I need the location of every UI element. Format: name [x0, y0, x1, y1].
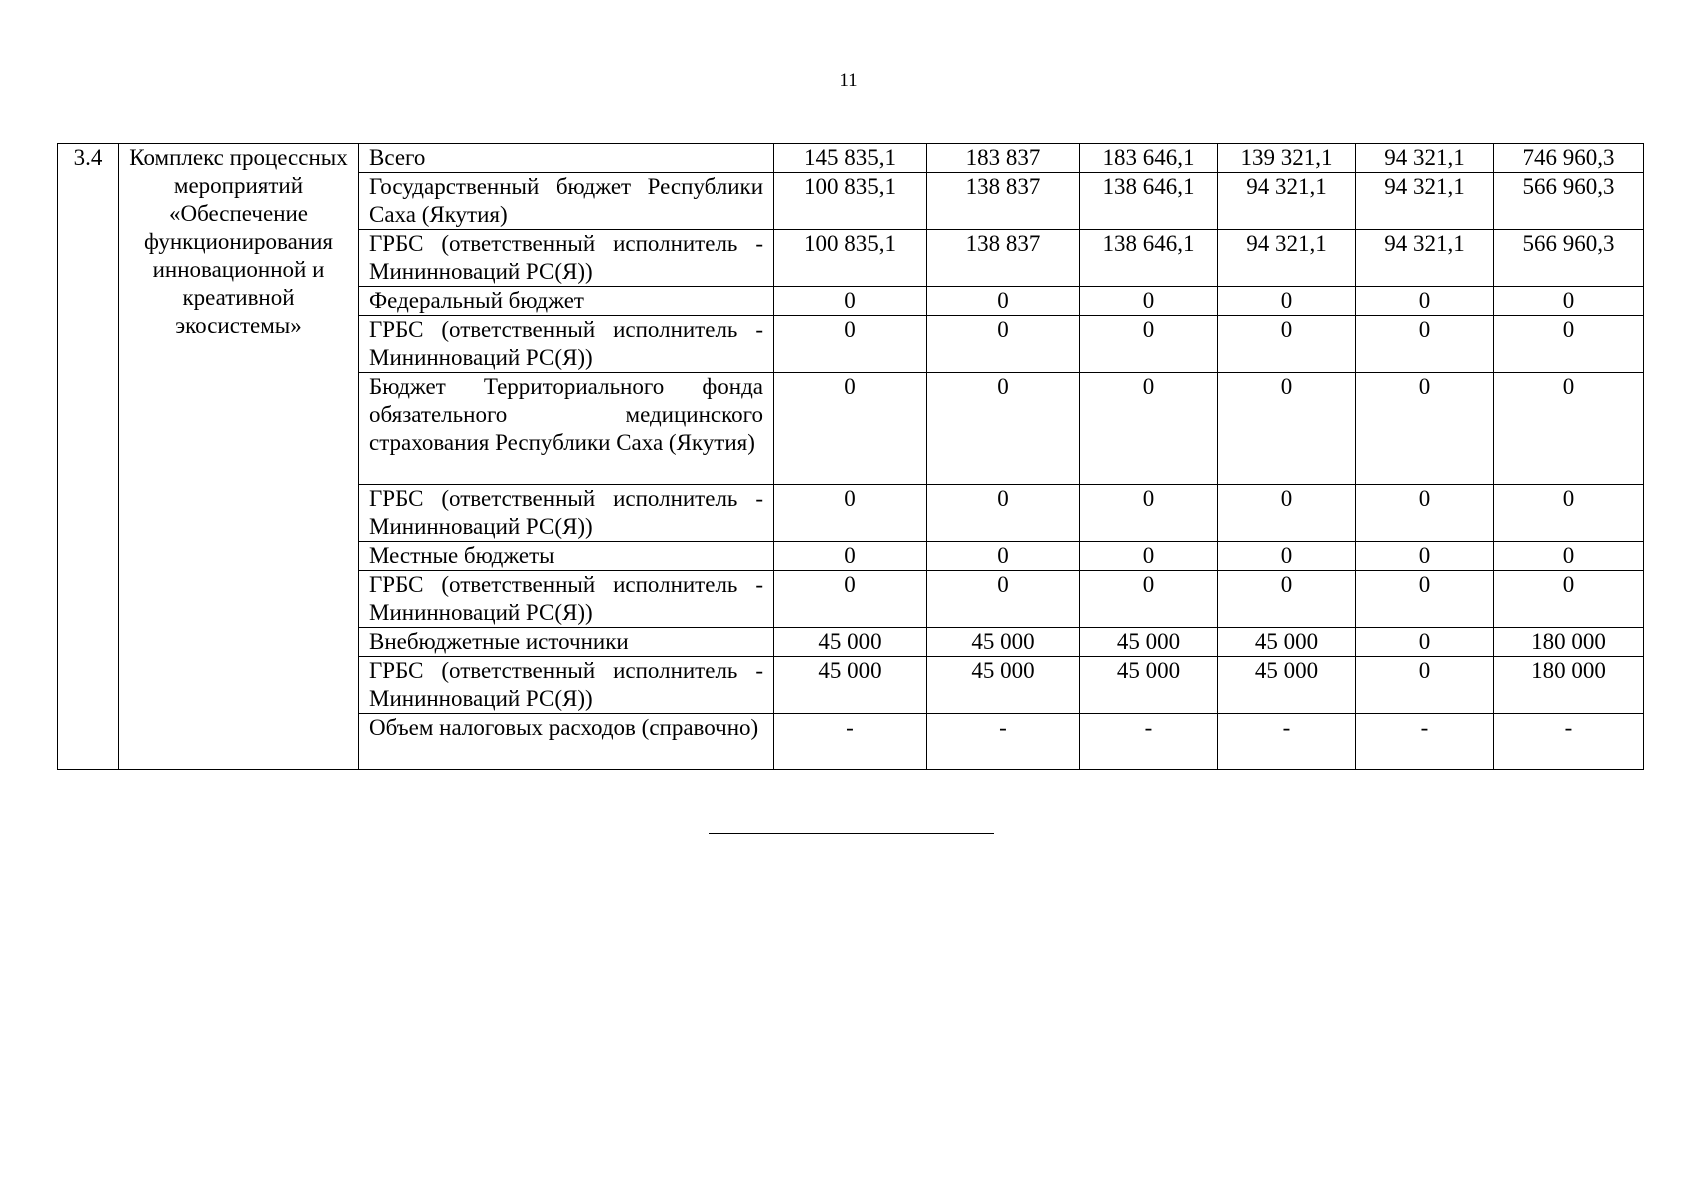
value-cell: 138 646,1: [1080, 173, 1218, 230]
budget-table: [57, 143, 1644, 770]
funding-source: Всего: [359, 144, 774, 173]
value-cell: 0: [927, 485, 1080, 542]
value-cell: 0: [774, 571, 927, 628]
funding-source: Объем налоговых расходов (справочно): [359, 714, 774, 770]
value-cell: 94 321,1: [1356, 144, 1494, 173]
value-cell: 100 835,1: [774, 173, 927, 230]
value-cell: 0: [927, 373, 1080, 485]
value-cell: 45 000: [927, 628, 1080, 657]
value-cell: -: [774, 714, 927, 770]
value-cell: 0: [1494, 373, 1644, 485]
funding-source: Государственный бюджет Республики Саха (Якутия): [359, 173, 774, 230]
value-cell: 0: [1356, 287, 1494, 316]
funding-source: ГРБС (ответственный исполнитель - Мининноваций РС(Я)): [359, 230, 774, 287]
funding-source: Бюджет Территориального фонда обязательного медицинского страхования Республики Саха (Якутия): [359, 373, 774, 485]
value-cell: 0: [1218, 316, 1356, 373]
value-cell: 45 000: [774, 628, 927, 657]
value-cell: 0: [1494, 316, 1644, 373]
value-cell: 0: [1080, 571, 1218, 628]
value-cell: 94 321,1: [1218, 173, 1356, 230]
value-cell: 94 321,1: [1218, 230, 1356, 287]
value-cell: -: [1494, 714, 1644, 770]
value-cell: 45 000: [1080, 628, 1218, 657]
value-cell: 138 837: [927, 230, 1080, 287]
value-cell: 0: [774, 373, 927, 485]
value-cell: 0: [1356, 373, 1494, 485]
value-cell: 0: [774, 485, 927, 542]
value-cell: -: [1356, 714, 1494, 770]
value-cell: 45 000: [1080, 657, 1218, 714]
table-row: [58, 144, 1644, 173]
value-cell: 0: [1218, 571, 1356, 628]
value-cell: 0: [927, 316, 1080, 373]
funding-source: ГРБС (ответственный исполнитель - Мининноваций РС(Я)): [359, 657, 774, 714]
value-cell: 0: [1494, 485, 1644, 542]
value-cell: 139 321,1: [1218, 144, 1356, 173]
value-cell: 45 000: [1218, 657, 1356, 714]
value-cell: 183 646,1: [1080, 144, 1218, 173]
value-cell: 0: [927, 571, 1080, 628]
value-cell: 138 646,1: [1080, 230, 1218, 287]
value-cell: -: [927, 714, 1080, 770]
funding-source: ГРБС (ответственный исполнитель - Мининноваций РС(Я)): [359, 571, 774, 628]
value-cell: 0: [1218, 485, 1356, 542]
page-number: 11: [839, 70, 858, 91]
footer-rule: [709, 833, 994, 834]
value-cell: 138 837: [927, 173, 1080, 230]
value-cell: 0: [1080, 485, 1218, 542]
value-cell: 0: [774, 287, 927, 316]
value-cell: 0: [1080, 316, 1218, 373]
value-cell: 0: [1218, 287, 1356, 316]
funding-source: Федеральный бюджет: [359, 287, 774, 316]
value-cell: 0: [1218, 542, 1356, 571]
value-cell: 0: [1356, 657, 1494, 714]
value-cell: 566 960,3: [1494, 173, 1644, 230]
value-cell: 0: [1356, 485, 1494, 542]
value-cell: 145 835,1: [774, 144, 927, 173]
funding-source: ГРБС (ответственный исполнитель - Мининноваций РС(Я)): [359, 485, 774, 542]
value-cell: 0: [1356, 542, 1494, 571]
value-cell: 0: [1080, 373, 1218, 485]
value-cell: 0: [1080, 542, 1218, 571]
value-cell: 183 837: [927, 144, 1080, 173]
value-cell: 0: [1494, 571, 1644, 628]
value-cell: 0: [927, 542, 1080, 571]
value-cell: 0: [1494, 287, 1644, 316]
funding-source: Местные бюджеты: [359, 542, 774, 571]
value-cell: 566 960,3: [1494, 230, 1644, 287]
value-cell: 94 321,1: [1356, 173, 1494, 230]
value-cell: 45 000: [1218, 628, 1356, 657]
value-cell: 100 835,1: [774, 230, 927, 287]
value-cell: 0: [774, 542, 927, 571]
value-cell: 45 000: [927, 657, 1080, 714]
value-cell: 0: [1080, 287, 1218, 316]
funding-source: Внебюджетные источники: [359, 628, 774, 657]
value-cell: 746 960,3: [1494, 144, 1644, 173]
funding-source: ГРБС (ответственный исполнитель - Мининноваций РС(Я)): [359, 316, 774, 373]
value-cell: -: [1218, 714, 1356, 770]
item-name: Комплекс процессных мероприятий «Обеспечение функционирования инновационной и креативной экосистемы»: [119, 144, 359, 770]
value-cell: 0: [1356, 628, 1494, 657]
value-cell: 0: [774, 316, 927, 373]
value-cell: 94 321,1: [1356, 230, 1494, 287]
value-cell: 180 000: [1494, 628, 1644, 657]
value-cell: 0: [1218, 373, 1356, 485]
value-cell: 45 000: [774, 657, 927, 714]
value-cell: 0: [1356, 571, 1494, 628]
value-cell: 0: [1494, 542, 1644, 571]
value-cell: 180 000: [1494, 657, 1644, 714]
table-body: [58, 144, 1644, 770]
value-cell: 0: [1356, 316, 1494, 373]
value-cell: -: [1080, 714, 1218, 770]
value-cell: 0: [927, 287, 1080, 316]
item-number: 3.4: [58, 144, 119, 770]
